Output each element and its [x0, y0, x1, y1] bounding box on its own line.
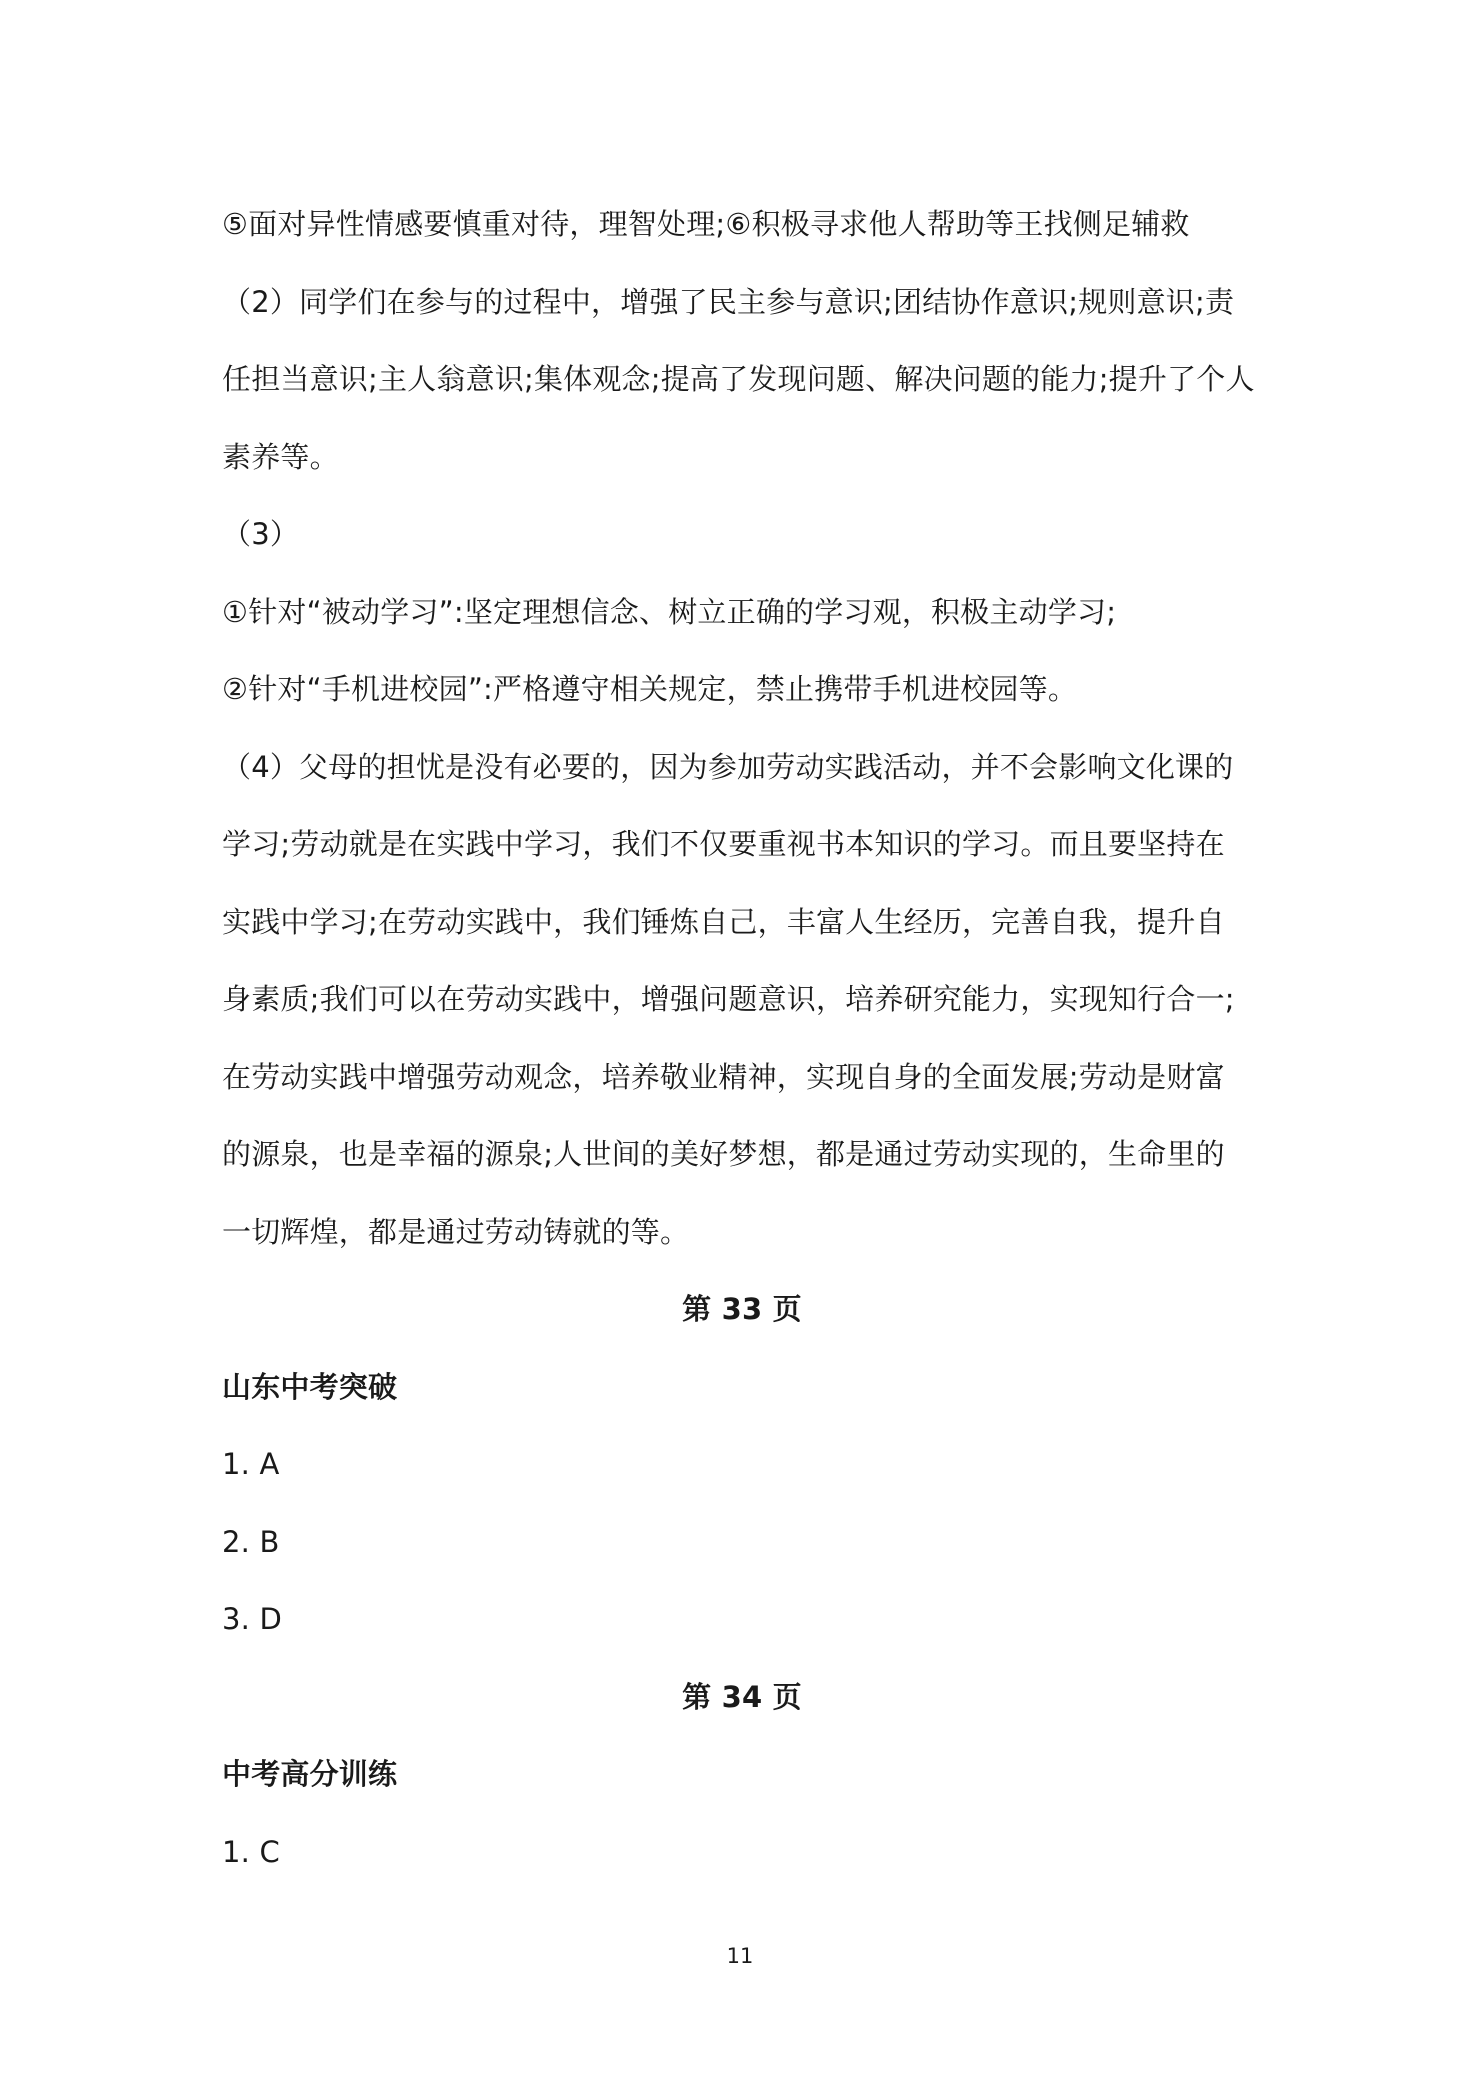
answer-item: 1. A [222, 1447, 280, 1481]
text-line: 身素质;我们可以在劳动实践中，增强问题意识，培养研究能力，实现知行合一; [222, 982, 1235, 1016]
section-title-shandong: 山东中考突破 [222, 1369, 398, 1404]
page-number: 11 [726, 1944, 754, 1968]
text-line: 学习;劳动就是在实践中学习，我们不仅要重视书本知识的学习。而且要坚持在 [222, 827, 1225, 861]
text-line: （3） [222, 517, 300, 551]
text-line: ②针对“手机进校园”:严格遵守相关规定，禁止携带手机进校园等。 [222, 672, 1078, 706]
answer-item: 1. C [222, 1834, 280, 1869]
text-line: （4）父母的担忧是没有必要的，因为参加劳动实践活动，并不会影响文化课的 [222, 749, 1234, 784]
text-line: 一切辉煌，都是通过劳动铸就的等。 [222, 1214, 690, 1249]
text-line: 的源泉，也是幸福的源泉;人世间的美好梦想，都是通过劳动实现的，生命里的 [222, 1137, 1225, 1171]
text-line: 任担当意识;主人翁意识;集体观念;提高了发现问题、解决问题的能力;提升了个人 [222, 362, 1255, 396]
document-body [222, 186, 1262, 1891]
page-34-heading: 第 34 页 [682, 1679, 802, 1714]
text-line: 实践中学习;在劳动实践中，我们锤炼自己，丰富人生经历，完善自我，提升自 [222, 904, 1225, 939]
text-line: ⑤面对异性情感要慎重对待，理智处理;⑥积极寻求他人帮助等王找侧足辅救 [222, 207, 1190, 241]
section-title-high-score: 中考高分训练 [222, 1757, 398, 1791]
text-line: （2）同学们在参与的过程中，增强了民主参与意识;团结协作意识;规则意识;责 [222, 284, 1235, 319]
answer-item: 3. D [222, 1602, 283, 1636]
answer-item: 2. B [222, 1524, 280, 1559]
text-line: ①针对“被动学习”:坚定理想信念、树立正确的学习观，积极主动学习; [222, 594, 1117, 629]
text-line: 在劳动实践中增强劳动观念，培养敬业精神，实现自身的全面发展;劳动是财富 [222, 1059, 1225, 1094]
text-line: 素养等。 [222, 439, 339, 474]
page-33-heading: 第 33 页 [682, 1292, 802, 1326]
